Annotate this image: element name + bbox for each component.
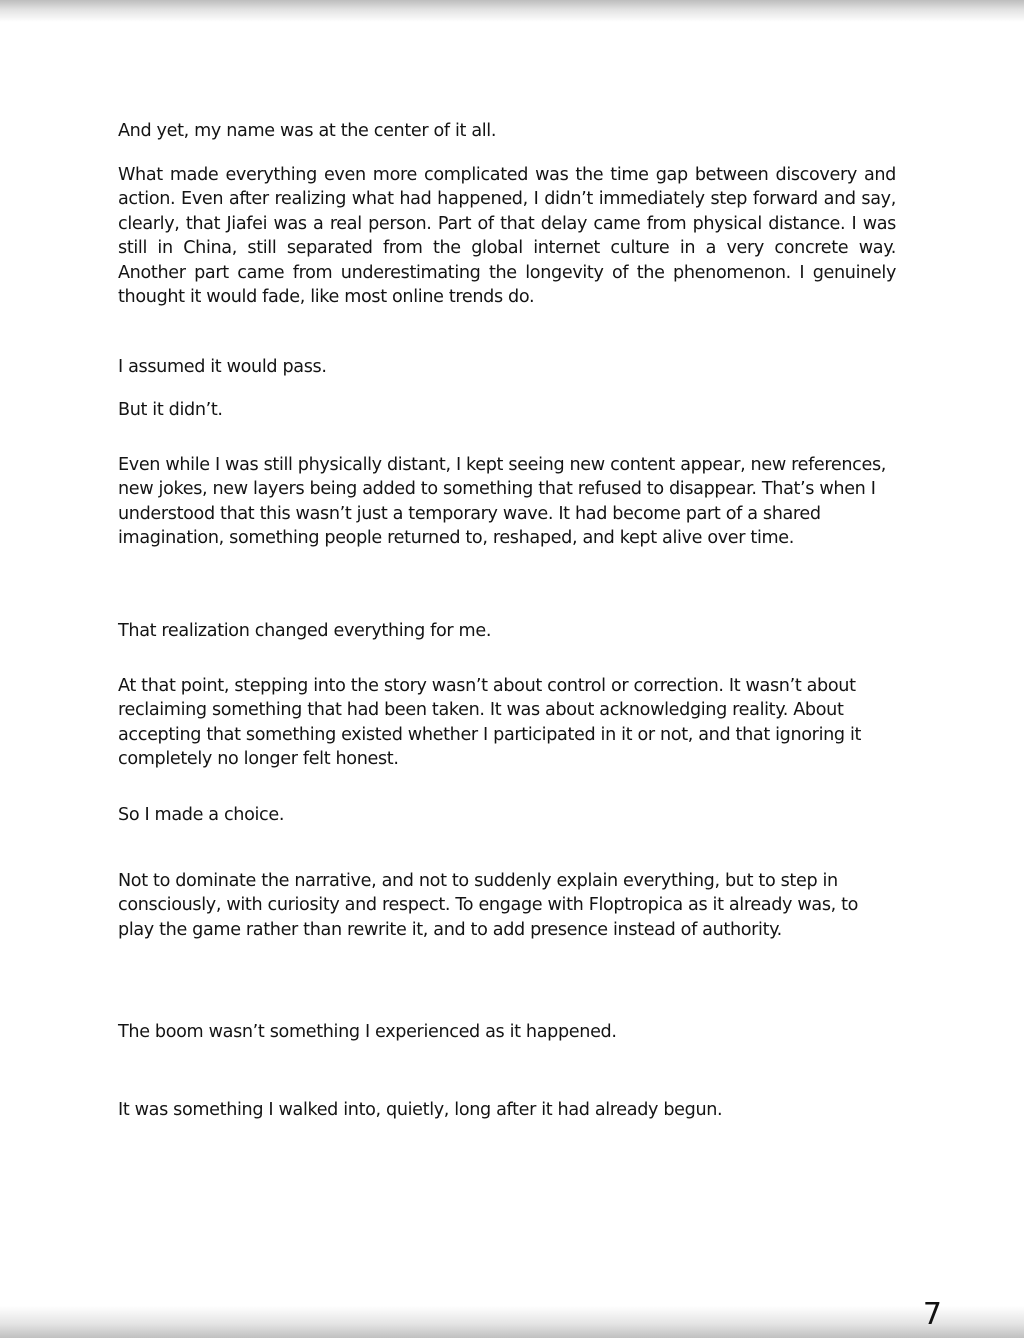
paragraph-6: That realization changed everything for me.: [118, 621, 492, 641]
paragraph-7: At that point, stepping into the story wasn’t about control or correction. It wasn’t about reclaiming something that had been taken. It was about acknowledging reality. About accepting that something existed whether I participated in it or not, and that ignoring it completely no longer felt honest.: [118, 676, 862, 770]
paragraph-9: Not to dominate the narrative, and not to suddenly explain everything, but to step in consciously, with curiosity and respect. To engage with Floptropica as it already was, to play the game rather than rewrite it, and to add presence instead of authority.: [118, 871, 859, 940]
paragraph-3: I assumed it would pass.: [118, 357, 327, 377]
paragraph-8: So I made a choice.: [118, 805, 285, 825]
page-bottom-edge-shadow: [0, 1306, 1024, 1338]
paragraph-1: And yet, my name was at the center of it all.: [118, 121, 497, 141]
paragraph-2: What made everything even more complicated was the time gap between discovery and action. Even after realizing what had happened, I didn’t immediately step forward and say, clearly, that Jiafei was a real person. Part of that delay came from physical distance. I was still in China, still separated from the global internet culture in a very concrete way. Another part came from underestimating the longevity of the phenomenon. I genuinely thought it would fade, like most online trends do.: [118, 165, 896, 308]
paragraph-11: It was something I walked into, quietly, long after it had already begun.: [118, 1100, 723, 1120]
page-top-edge-shadow: [0, 0, 1024, 22]
paragraph-4: But it didn’t.: [118, 400, 223, 420]
page-number: 7: [922, 1297, 942, 1332]
paragraph-10: The boom wasn’t something I experienced as it happened.: [118, 1022, 617, 1042]
paragraph-5: Even while I was still physically distant, I kept seeing new content appear, new references, new jokes, new layers being added to something that refused to disappear. That’s when I understood that this wasn’t just a temporary wave. It had become part of a shared imagination, something people returned to, reshaped, and kept alive over time.: [118, 455, 887, 549]
